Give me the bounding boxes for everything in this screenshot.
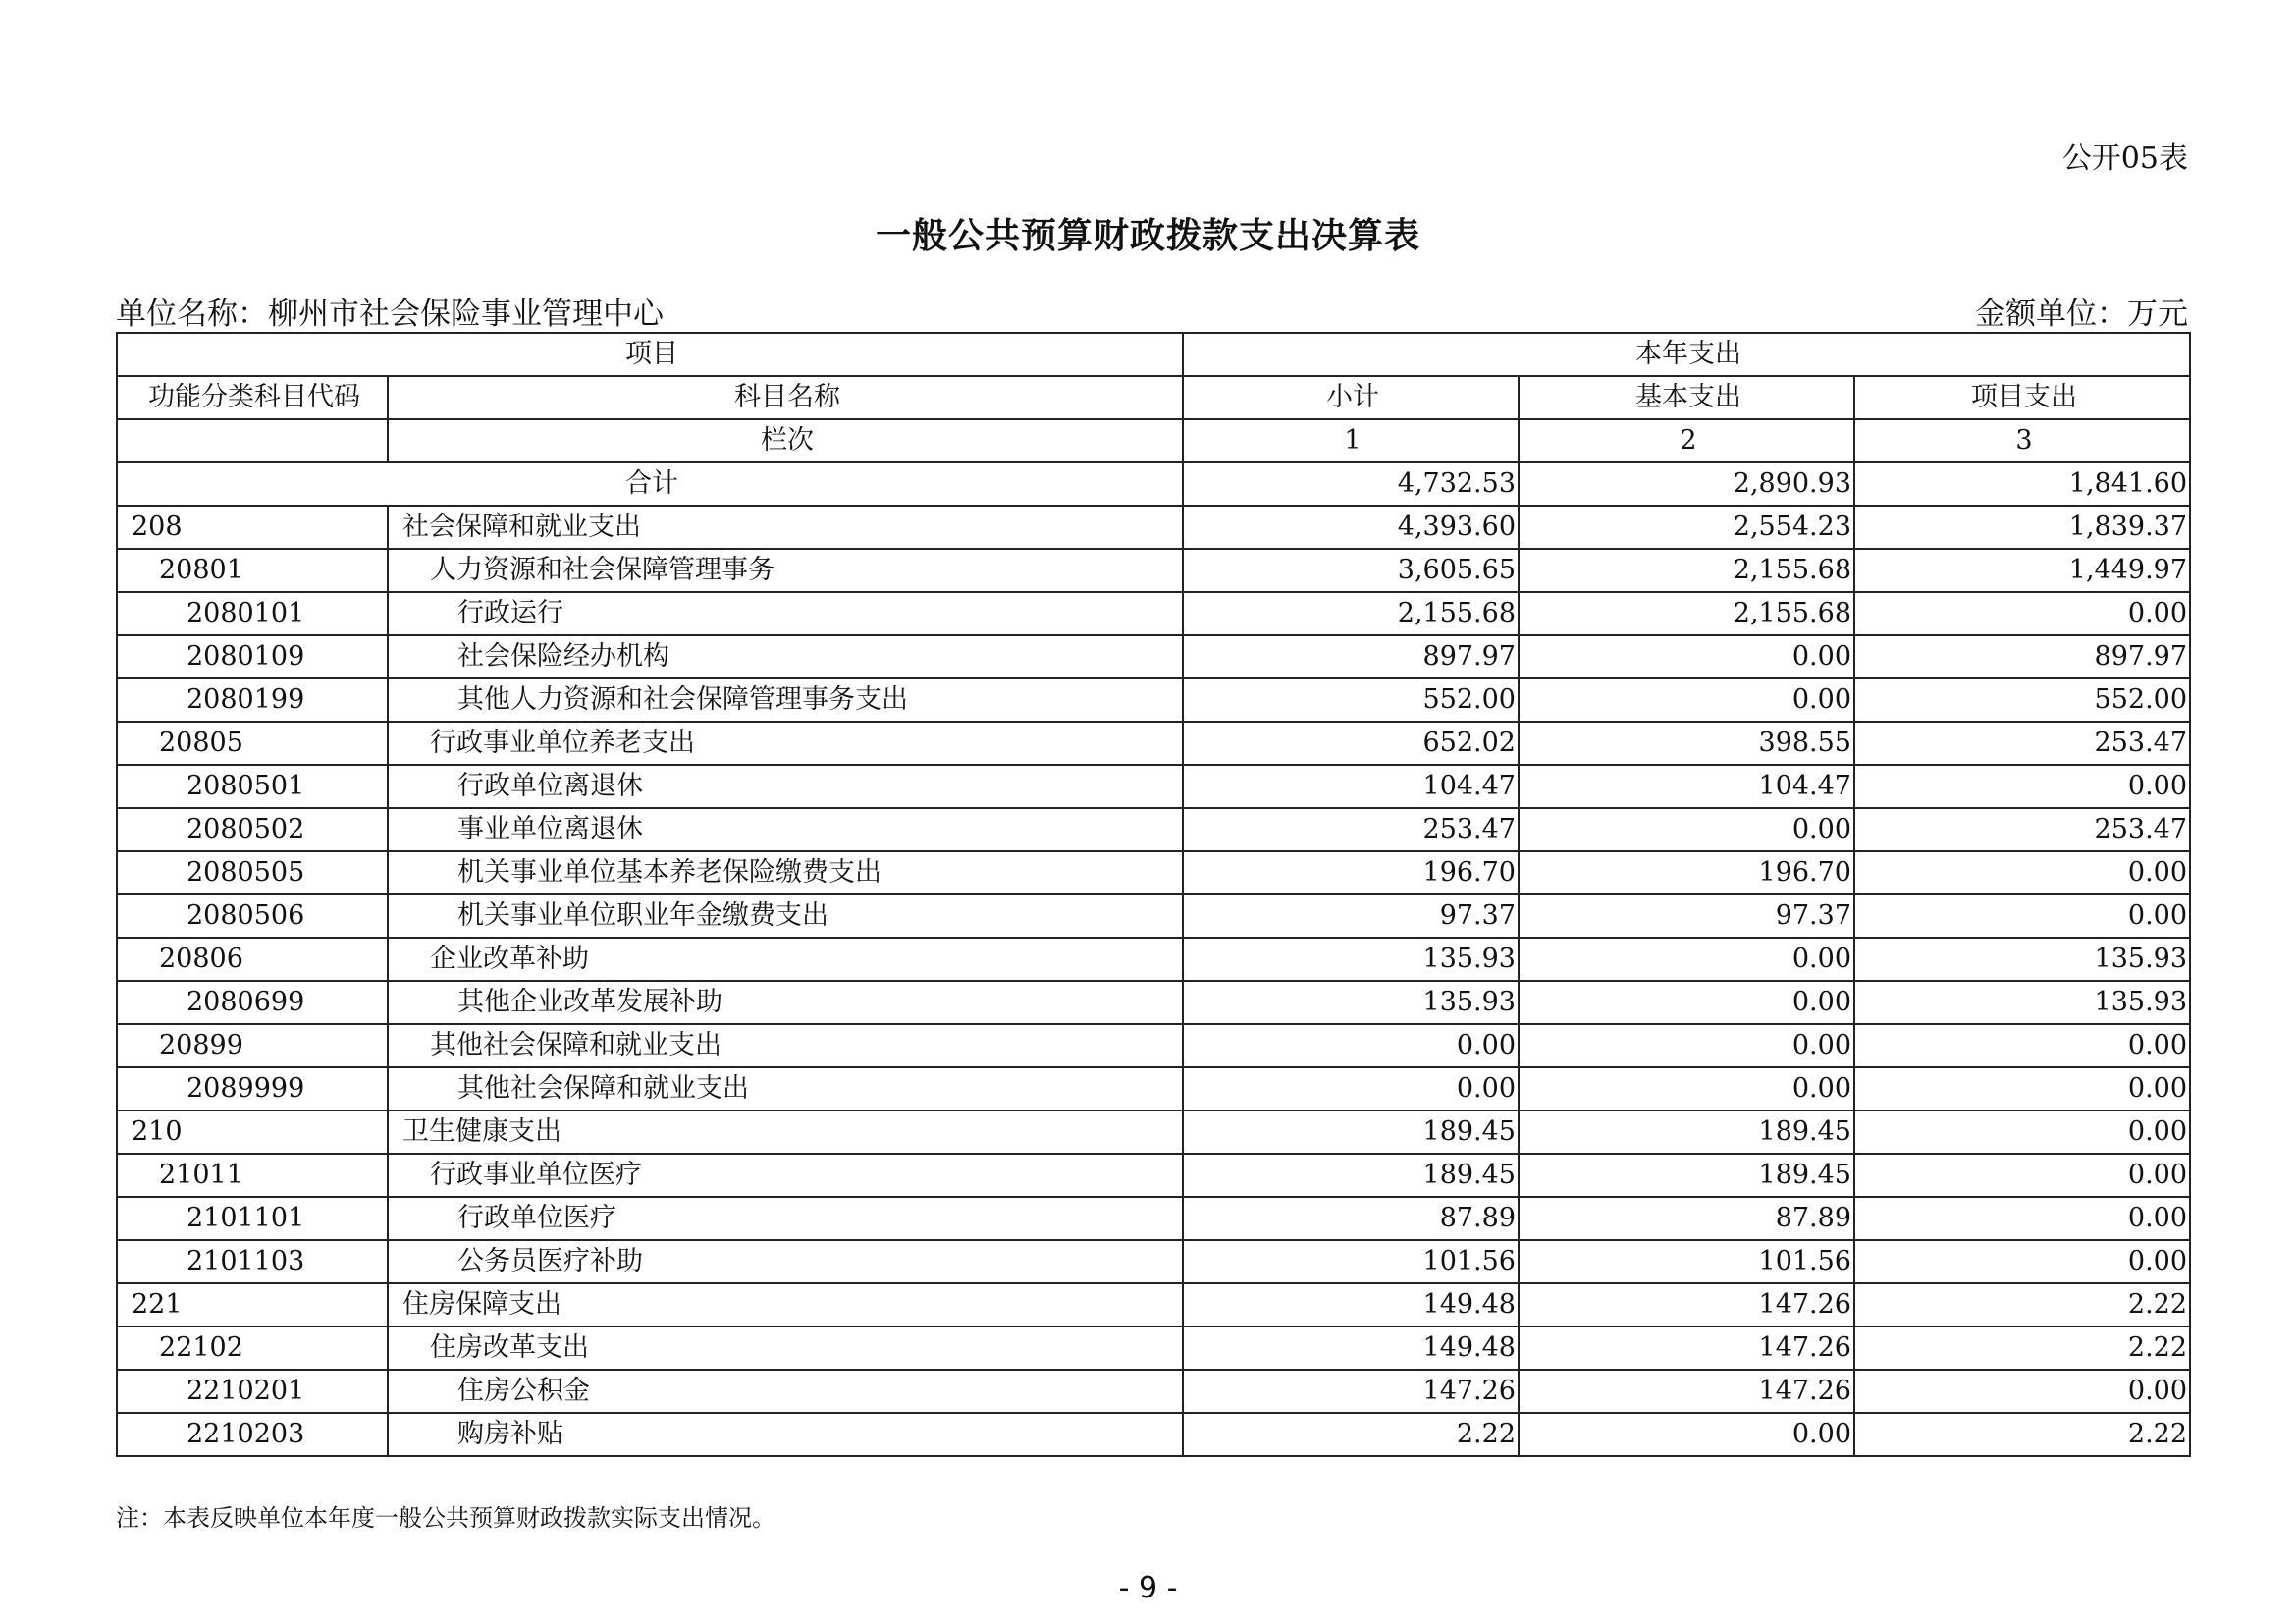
row-project: 0.00 bbox=[1854, 1110, 2190, 1154]
row-project: 0.00 bbox=[1854, 1067, 2190, 1110]
row-name: 住房公积金 bbox=[388, 1370, 1183, 1413]
row-name: 机关事业单位职业年金缴费支出 bbox=[388, 894, 1183, 938]
row-code: 2089999 bbox=[117, 1067, 388, 1110]
row-code: 20805 bbox=[117, 722, 388, 765]
row-code: 2080109 bbox=[117, 635, 388, 678]
row-basic: 147.26 bbox=[1519, 1283, 1854, 1326]
row-subtotal: 552.00 bbox=[1183, 678, 1519, 722]
row-code: 2080101 bbox=[117, 592, 388, 635]
header-empty-cell bbox=[117, 419, 388, 462]
money-unit: 金额单位：万元 bbox=[1975, 297, 2188, 332]
header-col2: 2 bbox=[1519, 419, 1854, 462]
row-project: 0.00 bbox=[1854, 1370, 2190, 1413]
row-code: 21011 bbox=[117, 1154, 388, 1197]
row-basic: 0.00 bbox=[1519, 1413, 1854, 1456]
row-project: 0.00 bbox=[1854, 894, 2190, 938]
row-basic: 0.00 bbox=[1519, 635, 1854, 678]
row-name: 住房保障支出 bbox=[388, 1283, 1183, 1326]
row-code: 20806 bbox=[117, 938, 388, 981]
row-basic: 147.26 bbox=[1519, 1326, 1854, 1370]
table-row bbox=[117, 678, 2190, 722]
row-basic: 0.00 bbox=[1519, 981, 1854, 1024]
row-code: 2080502 bbox=[117, 808, 388, 851]
row-name: 行政单位离退休 bbox=[388, 765, 1183, 808]
table-row bbox=[117, 1240, 2190, 1283]
header-current-year: 本年支出 bbox=[1183, 333, 2190, 376]
row-name: 其他社会保障和就业支出 bbox=[388, 1024, 1183, 1067]
row-code: 208 bbox=[117, 506, 388, 549]
row-project: 1,449.97 bbox=[1854, 549, 2190, 592]
row-subtotal: 101.56 bbox=[1183, 1240, 1519, 1283]
total-basic: 2,890.93 bbox=[1519, 462, 1854, 506]
table-row bbox=[117, 549, 2190, 592]
row-subtotal: 147.26 bbox=[1183, 1370, 1519, 1413]
total-label: 合计 bbox=[117, 462, 1183, 506]
row-basic: 2,155.68 bbox=[1519, 592, 1854, 635]
expenditure-table bbox=[116, 332, 2191, 1457]
table-row bbox=[117, 1154, 2190, 1197]
row-code: 22102 bbox=[117, 1326, 388, 1370]
row-subtotal: 0.00 bbox=[1183, 1067, 1519, 1110]
table-row bbox=[117, 1110, 2190, 1154]
header-col3: 3 bbox=[1854, 419, 2190, 462]
row-subtotal: 87.89 bbox=[1183, 1197, 1519, 1240]
row-project: 2.22 bbox=[1854, 1326, 2190, 1370]
row-basic: 2,155.68 bbox=[1519, 549, 1854, 592]
row-basic: 0.00 bbox=[1519, 678, 1854, 722]
row-subtotal: 2,155.68 bbox=[1183, 592, 1519, 635]
header-column-index: 栏次 bbox=[388, 419, 1183, 462]
row-code: 20801 bbox=[117, 549, 388, 592]
row-code: 20899 bbox=[117, 1024, 388, 1067]
row-name: 企业改革补助 bbox=[388, 938, 1183, 981]
row-code: 2080506 bbox=[117, 894, 388, 938]
row-name: 行政事业单位养老支出 bbox=[388, 722, 1183, 765]
row-project: 253.47 bbox=[1854, 808, 2190, 851]
row-basic: 0.00 bbox=[1519, 1067, 1854, 1110]
row-subtotal: 652.02 bbox=[1183, 722, 1519, 765]
row-basic: 147.26 bbox=[1519, 1370, 1854, 1413]
row-code: 2101101 bbox=[117, 1197, 388, 1240]
row-project: 2.22 bbox=[1854, 1283, 2190, 1326]
row-project: 0.00 bbox=[1854, 765, 2190, 808]
row-subtotal: 897.97 bbox=[1183, 635, 1519, 678]
table-row bbox=[117, 808, 2190, 851]
row-name: 行政单位医疗 bbox=[388, 1197, 1183, 1240]
row-name: 其他社会保障和就业支出 bbox=[388, 1067, 1183, 1110]
row-code: 2080199 bbox=[117, 678, 388, 722]
row-subtotal: 135.93 bbox=[1183, 981, 1519, 1024]
row-project: 2.22 bbox=[1854, 1413, 2190, 1456]
row-project: 0.00 bbox=[1854, 1024, 2190, 1067]
row-code: 2210203 bbox=[117, 1413, 388, 1456]
table-row bbox=[117, 506, 2190, 549]
header-name: 科目名称 bbox=[388, 376, 1183, 419]
row-basic: 101.56 bbox=[1519, 1240, 1854, 1283]
footnote: 注：本表反映单位本年度一般公共预算财政拨款实际支出情况。 bbox=[116, 1504, 775, 1532]
table-row bbox=[117, 592, 2190, 635]
row-name: 卫生健康支出 bbox=[388, 1110, 1183, 1154]
row-project: 0.00 bbox=[1854, 1240, 2190, 1283]
row-project: 0.00 bbox=[1854, 1154, 2190, 1197]
row-code: 210 bbox=[117, 1110, 388, 1154]
table-row bbox=[117, 938, 2190, 981]
row-project: 135.93 bbox=[1854, 938, 2190, 981]
row-project: 897.97 bbox=[1854, 635, 2190, 678]
row-project: 0.00 bbox=[1854, 1197, 2190, 1240]
row-basic: 104.47 bbox=[1519, 765, 1854, 808]
document-title: 一般公共预算财政拨款支出决算表 bbox=[875, 215, 1420, 256]
row-basic: 189.45 bbox=[1519, 1154, 1854, 1197]
header-code: 功能分类科目代码 bbox=[117, 376, 388, 419]
header-col1: 1 bbox=[1183, 419, 1519, 462]
table-row bbox=[117, 765, 2190, 808]
header-basic: 基本支出 bbox=[1519, 376, 1854, 419]
row-name: 社会保险经办机构 bbox=[388, 635, 1183, 678]
row-basic: 87.89 bbox=[1519, 1197, 1854, 1240]
header-subtotal: 小计 bbox=[1183, 376, 1519, 419]
table-row bbox=[117, 1326, 2190, 1370]
row-project: 0.00 bbox=[1854, 592, 2190, 635]
table-row bbox=[117, 635, 2190, 678]
table-row bbox=[117, 981, 2190, 1024]
row-code: 2101103 bbox=[117, 1240, 388, 1283]
row-basic: 196.70 bbox=[1519, 851, 1854, 894]
row-name: 人力资源和社会保障管理事务 bbox=[388, 549, 1183, 592]
table-row bbox=[117, 1197, 2190, 1240]
row-subtotal: 4,393.60 bbox=[1183, 506, 1519, 549]
unit-name: 单位名称：柳州市社会保险事业管理中心 bbox=[116, 297, 664, 332]
row-subtotal: 0.00 bbox=[1183, 1024, 1519, 1067]
total-subtotal: 4,732.53 bbox=[1183, 462, 1519, 506]
row-project: 1,839.37 bbox=[1854, 506, 2190, 549]
row-basic: 97.37 bbox=[1519, 894, 1854, 938]
table-row bbox=[117, 1283, 2190, 1326]
row-basic: 0.00 bbox=[1519, 1024, 1854, 1067]
row-name: 其他人力资源和社会保障管理事务支出 bbox=[388, 678, 1183, 722]
total-row bbox=[117, 462, 2190, 506]
row-subtotal: 104.47 bbox=[1183, 765, 1519, 808]
row-code: 2210201 bbox=[117, 1370, 388, 1413]
row-subtotal: 189.45 bbox=[1183, 1154, 1519, 1197]
table-row bbox=[117, 1067, 2190, 1110]
table-row bbox=[117, 1370, 2190, 1413]
row-subtotal: 149.48 bbox=[1183, 1283, 1519, 1326]
row-basic: 398.55 bbox=[1519, 722, 1854, 765]
table-row bbox=[117, 722, 2190, 765]
row-code: 221 bbox=[117, 1283, 388, 1326]
row-subtotal: 3,605.65 bbox=[1183, 549, 1519, 592]
header-row-1 bbox=[117, 333, 2190, 376]
table-number: 公开05表 bbox=[2061, 141, 2188, 176]
row-name: 社会保障和就业支出 bbox=[388, 506, 1183, 549]
row-basic: 189.45 bbox=[1519, 1110, 1854, 1154]
row-project: 552.00 bbox=[1854, 678, 2190, 722]
row-name: 事业单位离退休 bbox=[388, 808, 1183, 851]
header-project: 项目 bbox=[117, 333, 1183, 376]
table-row bbox=[117, 1024, 2190, 1067]
row-name: 公务员医疗补助 bbox=[388, 1240, 1183, 1283]
row-subtotal: 135.93 bbox=[1183, 938, 1519, 981]
total-project: 1,841.60 bbox=[1854, 462, 2190, 506]
row-name: 行政事业单位医疗 bbox=[388, 1154, 1183, 1197]
row-code: 2080501 bbox=[117, 765, 388, 808]
row-subtotal: 97.37 bbox=[1183, 894, 1519, 938]
row-code: 2080699 bbox=[117, 981, 388, 1024]
table-row bbox=[117, 894, 2190, 938]
table-row bbox=[117, 1413, 2190, 1456]
table-row bbox=[117, 851, 2190, 894]
row-subtotal: 196.70 bbox=[1183, 851, 1519, 894]
header-row-3 bbox=[117, 419, 2190, 462]
row-subtotal: 149.48 bbox=[1183, 1326, 1519, 1370]
header-project-expense: 项目支出 bbox=[1854, 376, 2190, 419]
row-subtotal: 189.45 bbox=[1183, 1110, 1519, 1154]
row-basic: 2,554.23 bbox=[1519, 506, 1854, 549]
row-project: 0.00 bbox=[1854, 851, 2190, 894]
row-subtotal: 2.22 bbox=[1183, 1413, 1519, 1456]
page-number: - 9 - bbox=[1118, 1571, 1178, 1605]
row-project: 253.47 bbox=[1854, 722, 2190, 765]
row-basic: 0.00 bbox=[1519, 938, 1854, 981]
row-code: 2080505 bbox=[117, 851, 388, 894]
row-name: 其他企业改革发展补助 bbox=[388, 981, 1183, 1024]
row-name: 机关事业单位基本养老保险缴费支出 bbox=[388, 851, 1183, 894]
header-row-2 bbox=[117, 376, 2190, 419]
row-name: 行政运行 bbox=[388, 592, 1183, 635]
row-project: 135.93 bbox=[1854, 981, 2190, 1024]
row-name: 购房补贴 bbox=[388, 1413, 1183, 1456]
row-basic: 0.00 bbox=[1519, 808, 1854, 851]
row-subtotal: 253.47 bbox=[1183, 808, 1519, 851]
row-name: 住房改革支出 bbox=[388, 1326, 1183, 1370]
